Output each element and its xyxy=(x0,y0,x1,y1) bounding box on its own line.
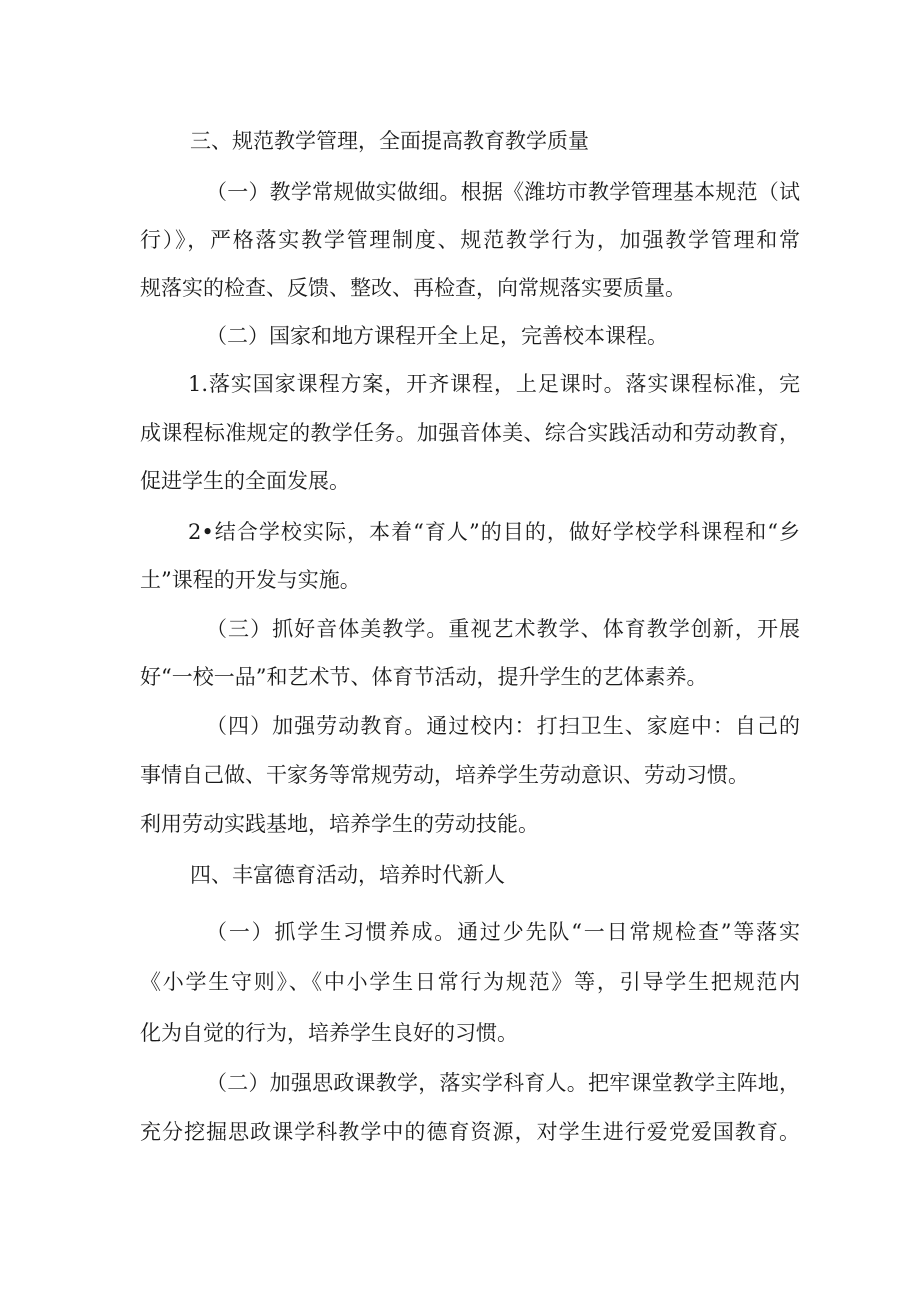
section-3-item-1-line-1: （一）教学常规做实做细。根据《潍坊市教学管理基本规范（试 xyxy=(206,180,800,204)
point-2-line-1: 2•结合学校实际，本着“育人”的目的，做好学校学科课程和“乡 xyxy=(188,520,800,544)
section-4-item-2-line-1: （二）加强思政课教学，落实学科育人。把牢课堂教学主阵地， xyxy=(206,1071,800,1095)
section-3-item-4-line-1: （四）加强劳动教育。通过校内：打扫卫生、家庭中：自己的 xyxy=(206,714,800,738)
section-3-item-2-line-1: （二）国家和地方课程开全上足，完善校本课程。 xyxy=(206,324,668,348)
section-3-item-4-line-3: 利用劳动实践基地，培养学生的劳动技能。 xyxy=(140,812,539,836)
section-3-item-1-line-3: 规落实的检查、反馈、整改、再检查，向常规落实要质量。 xyxy=(140,276,686,300)
section-3-item-4-line-2: 事情自己做、干家务等常规劳动，培养学生劳动意识、劳动习惯。 xyxy=(140,763,749,787)
point-2-line-2: 土”课程的开发与实施。 xyxy=(140,568,361,592)
section-4-heading: 四、丰富德育活动，培养时代新人 xyxy=(190,863,505,887)
section-4-item-2-line-2: 充分挖掘思政课学科教学中的德育资源，对学生进行爱党爱国教育。 xyxy=(140,1120,800,1144)
section-3-item-1-line-2: 行）》，严格落实教学管理制度、规范教学行为，加强教学管理和常 xyxy=(140,228,800,252)
point-1-line-2: 成课程标准规定的教学任务。加强音体美、综合实践活动和劳动教育， xyxy=(140,421,800,445)
point-1-line-3: 促进学生的全面发展。 xyxy=(140,469,350,493)
section-3-heading: 三、规范教学管理，全面提高教育教学质量 xyxy=(190,129,589,153)
section-4-item-1-line-3: 化为自觉的行为，培养学生良好的习惯。 xyxy=(140,1021,518,1045)
section-3-item-3-line-2: 好“一校一品”和艺术节、体育节活动，提升学生的艺体素养。 xyxy=(140,665,708,689)
section-3-item-3-line-1: （三）抓好音体美教学。重视艺术教学、体育教学创新，开展 xyxy=(206,617,800,641)
section-4-item-1-line-1: （一）抓学生习惯养成。通过少先队“一日常规检查”等落实 xyxy=(206,920,800,944)
point-1-line-1: 1.落实国家课程方案，开齐课程，上足课时。落实课程标准，完 xyxy=(188,372,800,396)
section-4-item-1-line-2: 《小学生守则》、《中小学生日常行为规范》等，引导学生把规范内 xyxy=(140,970,800,994)
